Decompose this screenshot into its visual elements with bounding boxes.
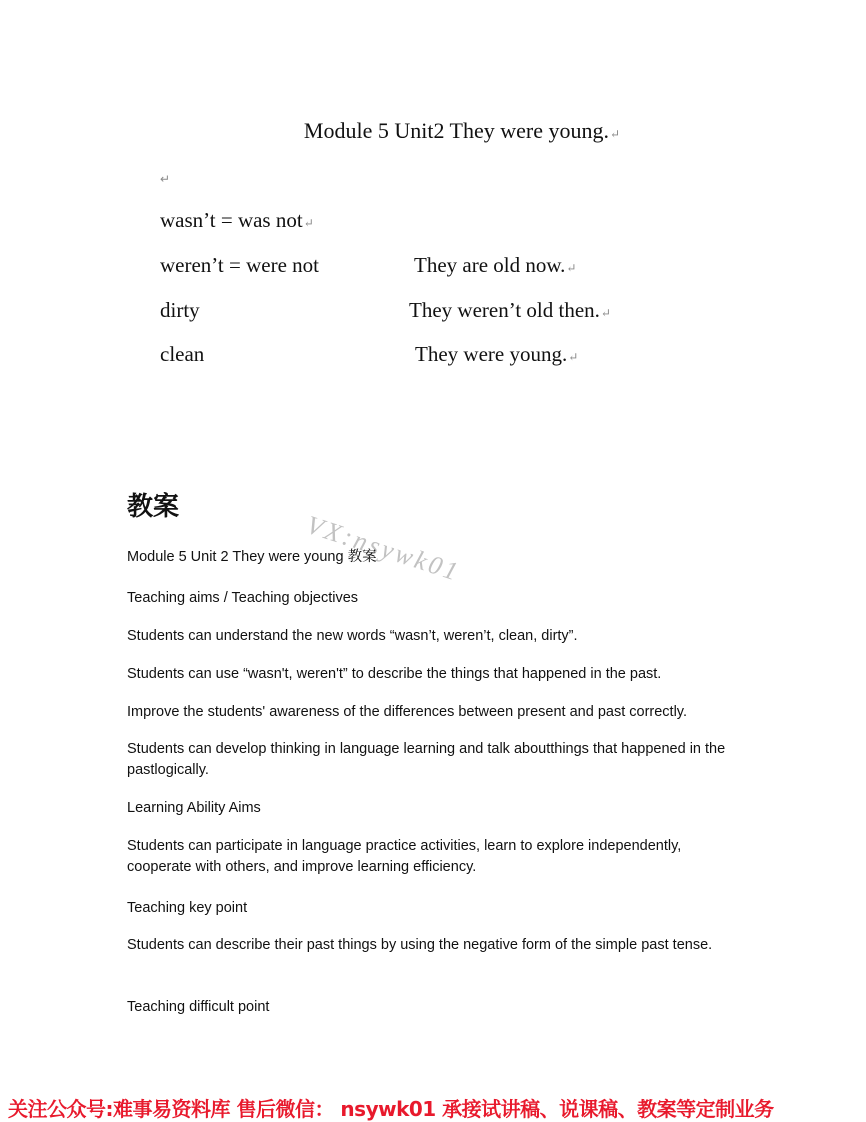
paragraph-mark-icon: ↵ (600, 306, 611, 320)
example-sentence: They weren’t old then.↵ (409, 298, 611, 322)
document-title: Module 5 Unit2 They were young.↵ (303, 118, 621, 143)
aim-item: Students can develop thinking in language learning and talk aboutthings that happened in the pastlogically. (127, 741, 726, 778)
vocab-item: wasn’t = was not↵ (160, 208, 314, 232)
paragraph-mark-icon: ↵ (160, 172, 171, 186)
difficult-point-heading: Teaching difficult point (127, 999, 270, 1015)
ability-heading: Learning Ability Aims (127, 800, 261, 816)
vocab-item: weren’t = were not (160, 253, 319, 277)
vocab-item: dirty (160, 298, 200, 322)
paragraph-mark-icon: ↵ (566, 261, 577, 275)
paragraph-mark-icon: ↵ (303, 216, 314, 230)
footer-banner: 关注公众号:难事易资料库 售后微信： nsywk01 承接试讲稿、说课稿、教案等定制业务 (8, 1097, 774, 1121)
example-sentence: They are old now.↵ (414, 253, 577, 277)
aim-item: Students can understand the new words “wasn’t, weren’t, clean, dirty”. (127, 628, 578, 644)
aims-heading: Teaching aims / Teaching objectives (127, 590, 359, 606)
key-point-text: Students can describe their past things by using the negative form of the simple past tense. (127, 937, 713, 953)
aim-item: Students can use “wasn't, weren't” to describe the things that happened in the past. (127, 666, 662, 682)
lesson-subtitle: Module 5 Unit 2 They were young 教案 (127, 549, 377, 565)
example-sentence: They were young.↵ (415, 342, 579, 366)
key-point-heading: Teaching key point (127, 900, 248, 916)
ability-text: Students can participate in language practice activities, learn to explore independently, cooperate with others, and improve learning efficiency. (127, 838, 682, 875)
vocab-item: clean (160, 342, 205, 366)
lesson-heading: 教案 (127, 492, 180, 522)
aim-item: Improve the students' awareness of the differences between present and past correctly. (127, 704, 687, 720)
paragraph-mark-icon: ↵ (610, 127, 621, 141)
watermark: VX:nsywk01 (303, 510, 465, 588)
paragraph-mark-icon: ↵ (568, 350, 579, 364)
